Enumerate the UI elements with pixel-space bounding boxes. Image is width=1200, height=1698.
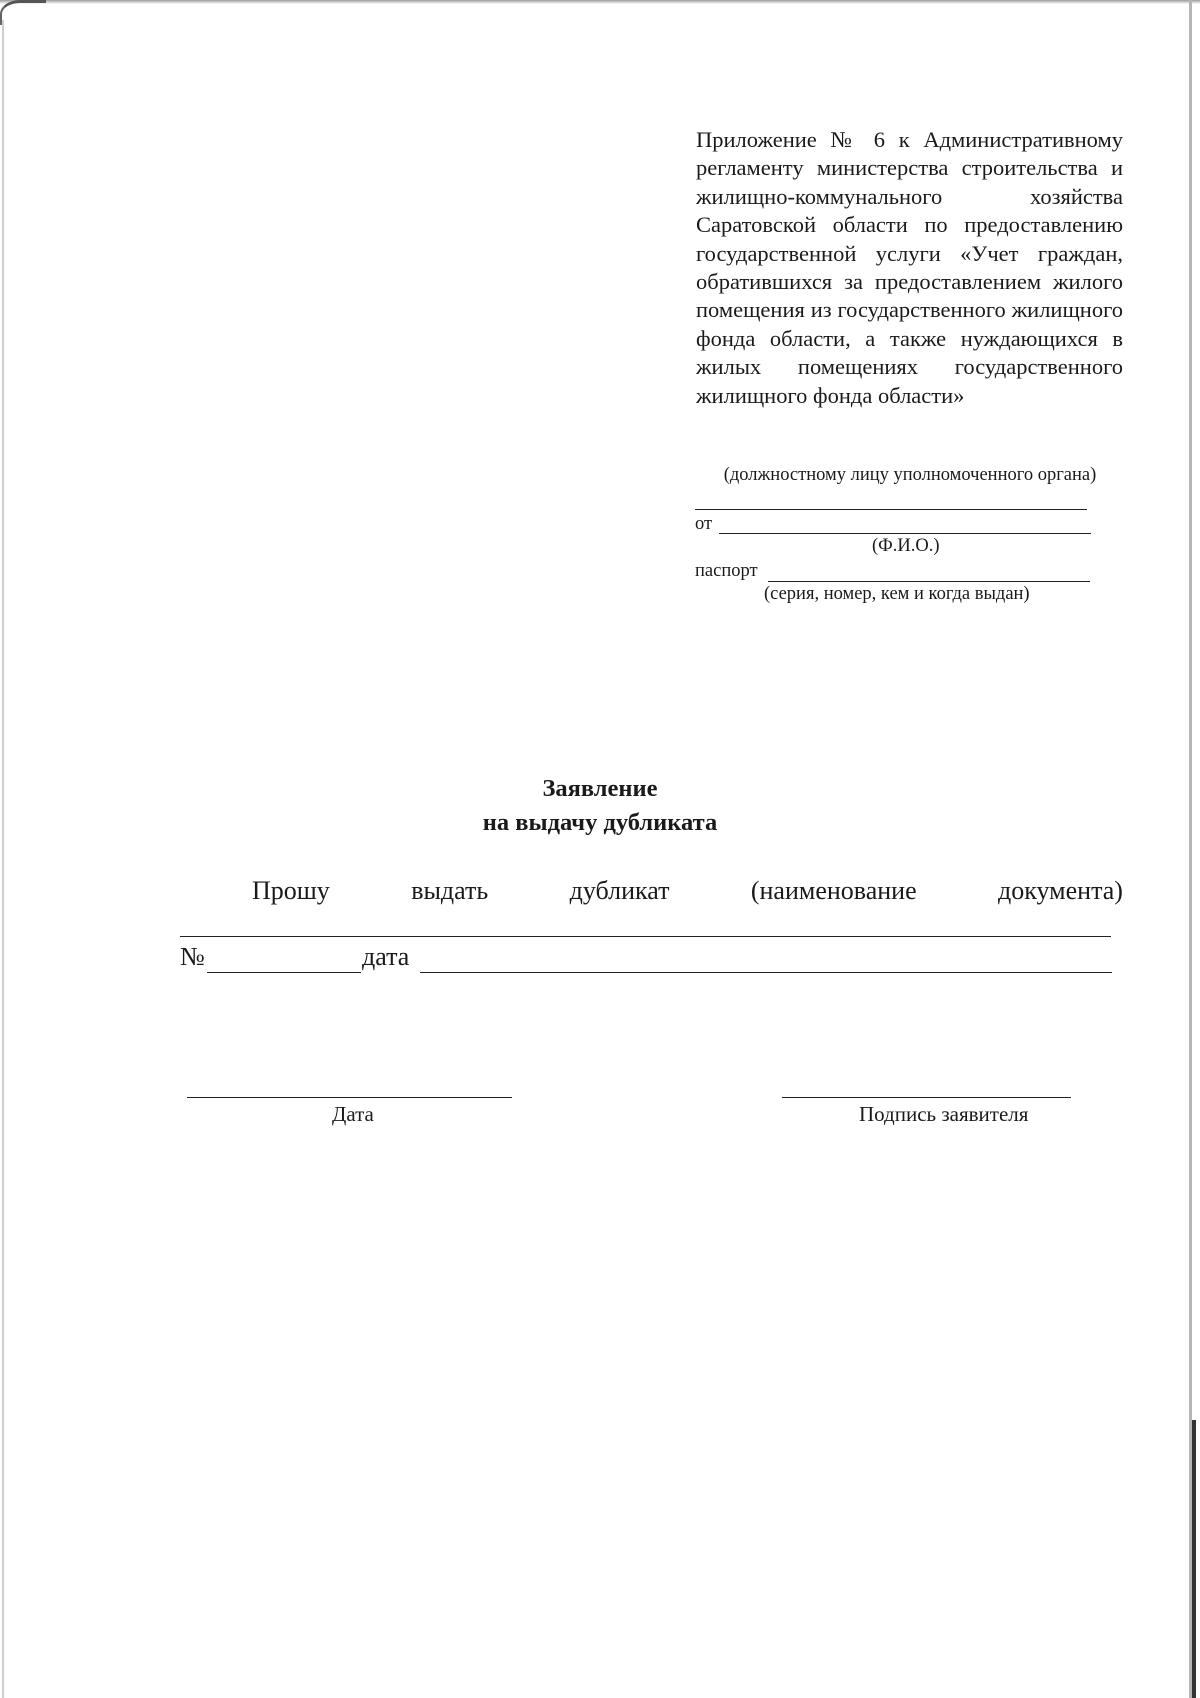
addressee-line[interactable] [695, 509, 1087, 510]
passport-label: паспорт [695, 561, 758, 581]
number-label: № [180, 942, 205, 971]
request-word-3: дубликат [569, 876, 670, 905]
title-line-2: на выдачу дубликата [482, 809, 718, 836]
document-title [0, 772, 1200, 840]
passport-line[interactable] [768, 581, 1090, 582]
title-line-1: Заявление [542, 775, 658, 802]
fio-caption: (Ф.И.О.) [872, 536, 940, 556]
scan-folded-corner [0, 0, 46, 25]
scan-edge-right-shadow [1192, 1420, 1196, 1698]
appendix-note: Приложение № 6 к Административному регламенту министерства строительства и жилищно-коммунального хозяйства Саратовской области по предоставлению государственной услуги «Учет граждан, обратившихся за предоставлением жилого помещения из государственного жилищного фонда области, а также нуждающихся в жилых помещениях государственного жилищного фонда области» [696, 127, 1123, 408]
request-word-5: документа) [998, 876, 1123, 905]
from-label: от [695, 514, 713, 534]
request-word-4: (наименование [750, 876, 917, 905]
request-word-1: Прошу [252, 876, 330, 905]
scan-edge-top [0, 0, 1200, 4]
addressee-caption: (должностному лицу уполномоченного органа) [723, 465, 1097, 485]
request-sentence [252, 876, 1123, 906]
passport-caption: (серия, номер, кем и когда выдан) [764, 584, 1030, 604]
request-word-2: выдать [411, 876, 489, 905]
sign-date-line[interactable] [187, 1097, 512, 1098]
scan-edge-left [2, 20, 4, 1698]
sign-date-caption: Дата [332, 1102, 374, 1126]
document-name-line[interactable] [180, 936, 1111, 937]
signature-line[interactable] [782, 1097, 1071, 1098]
issue-date-line[interactable] [420, 972, 1112, 973]
number-line[interactable] [207, 972, 361, 973]
signature-caption: Подпись заявителя [859, 1102, 1029, 1126]
fio-line[interactable] [719, 533, 1091, 534]
date-label: дата [362, 942, 410, 971]
